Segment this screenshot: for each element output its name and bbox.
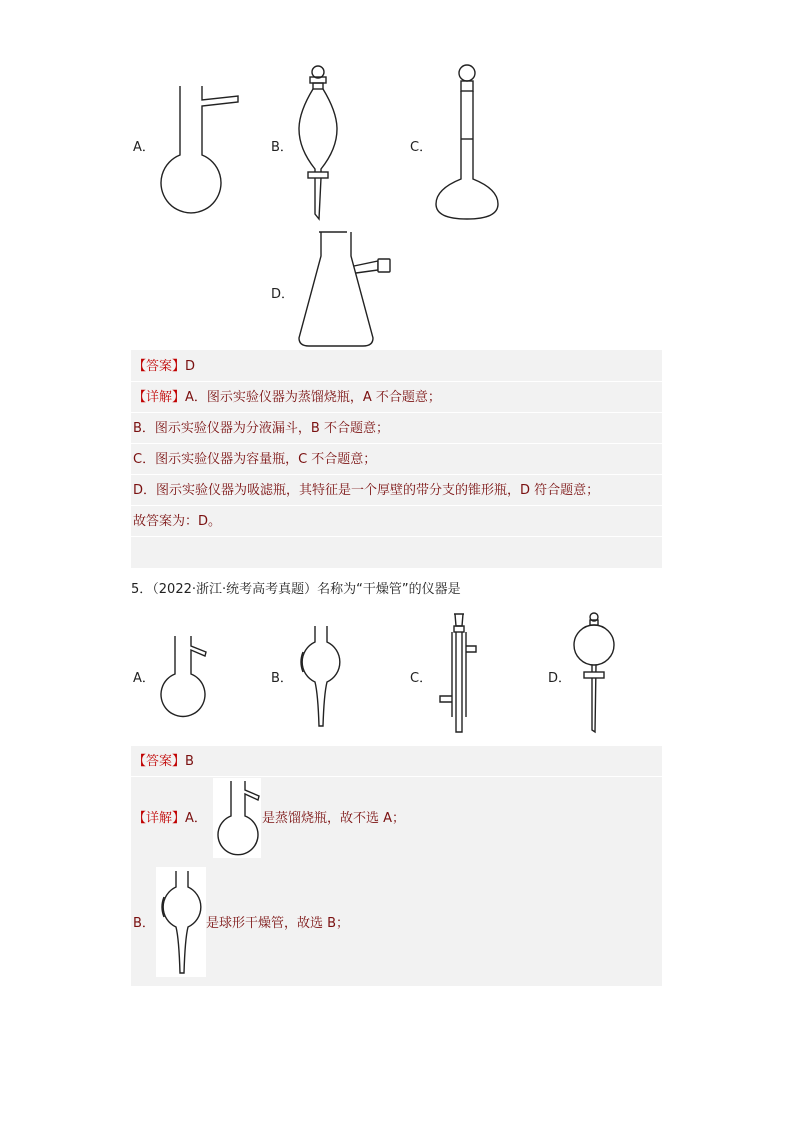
- drying-tube-thumbnail: [156, 867, 206, 977]
- q5-option-b-label: B．: [271, 671, 293, 686]
- q5-option-c-label: C．: [410, 671, 433, 686]
- q5-stem: 5．（2022·浙江·统考高考真题）名称为“干燥管”的仪器是: [131, 582, 461, 597]
- q5-detail-b: B．: [133, 916, 155, 931]
- distilling-flask-thumbnail: [213, 778, 261, 858]
- suction-flask-icon: [293, 228, 403, 350]
- answer-value: B: [185, 754, 194, 769]
- q4-option-a-label: A．: [133, 140, 155, 155]
- distilling-flask-icon: [157, 634, 209, 716]
- answer-tag: 【答案】: [133, 754, 186, 769]
- q5-option-d-label: D．: [548, 671, 572, 686]
- q4-answer: [133, 359, 195, 375]
- separatory-funnel-icon: [293, 64, 343, 224]
- answer-tag: 【答案】: [133, 359, 186, 374]
- answer-value: D: [185, 359, 196, 374]
- q5-answer-box: [131, 746, 662, 986]
- q5-answer: [133, 754, 194, 770]
- detail-tag: 【详解】: [133, 390, 186, 405]
- dropping-funnel-icon: [572, 610, 620, 736]
- drying-tube-icon: [158, 869, 206, 975]
- q4-detail-line-2: B．图示实验仪器为分液漏斗，B 不合题意；: [133, 421, 389, 436]
- drying-tube-icon: [295, 624, 347, 730]
- volumetric-flask-icon: [432, 64, 502, 222]
- q4-answer-box: [131, 350, 662, 568]
- q4-detail-line-1: 【详解】A．图示实验仪器为蒸馏烧瓶，A 不合题意；: [133, 390, 441, 405]
- condenser-icon: [434, 612, 484, 736]
- q5-detail-b-text: 是球形干燥管，故选 B；: [206, 916, 350, 931]
- q4-option-c-label: C．: [410, 140, 433, 155]
- distilling-flask-icon: [155, 80, 245, 205]
- q4-option-b-label: B．: [271, 140, 293, 155]
- q4-detail-line-3: C．图示实验仪器为容量瓶，C 不合题意；: [133, 452, 377, 467]
- q4-detail-line-5: 故答案为：D。: [133, 514, 222, 529]
- q5-detail-a-text: 是蒸馏烧瓶，故不选 A；: [262, 811, 406, 826]
- q4-option-d-label: D．: [271, 287, 295, 302]
- distilling-flask-icon: [215, 780, 261, 856]
- q5-option-a-label: A．: [133, 671, 155, 686]
- detail-tag: 【详解】: [133, 811, 186, 826]
- q5-detail-a: 【详解】A．: [133, 811, 207, 826]
- q4-detail-line-4: D．图示实验仪器为吸滤瓶，其特征是一个厚壁的带分支的锥形瓶，D 符合题意；: [133, 483, 600, 498]
